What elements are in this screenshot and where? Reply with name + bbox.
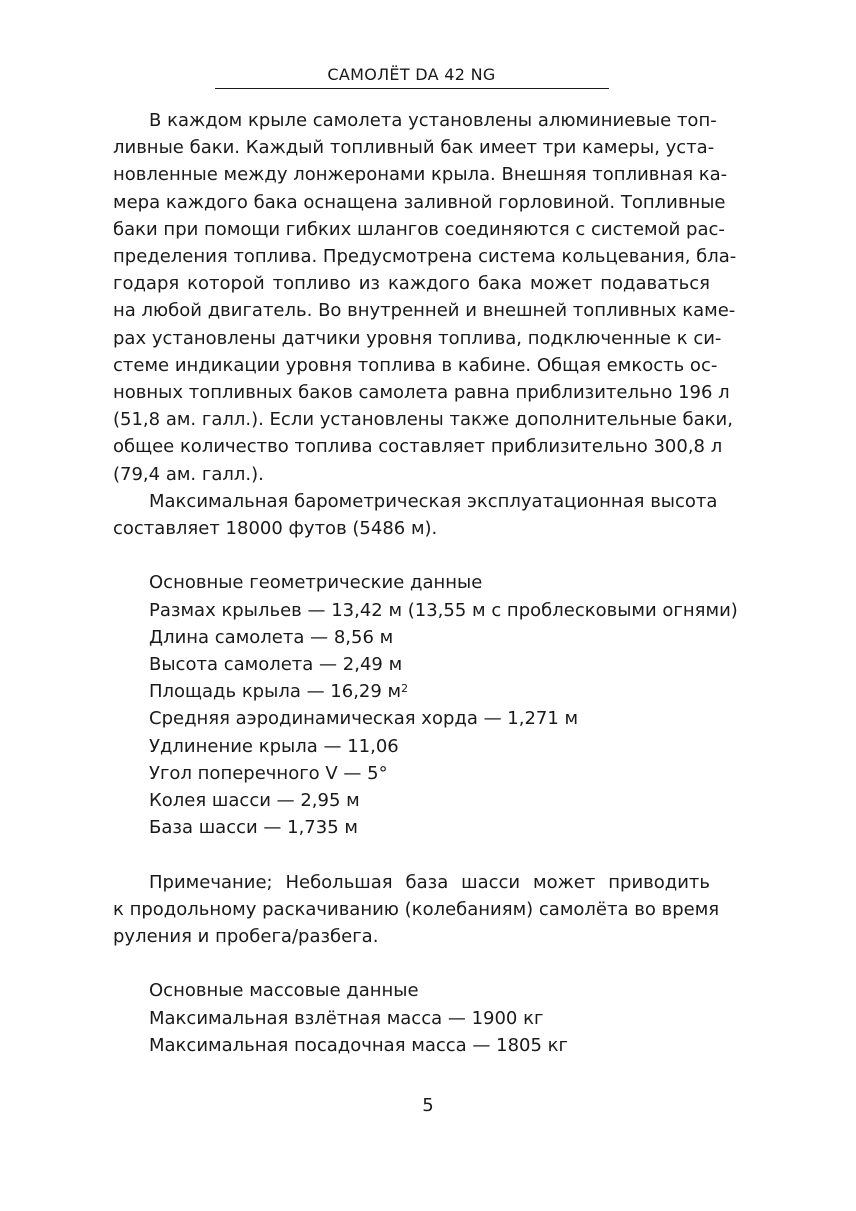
- spacer: [113, 542, 710, 569]
- page-body: [113, 107, 738, 1059]
- paragraph-line: годаря которой топливо из каждого бака может подаваться: [113, 273, 710, 295]
- paragraph-line: общее количество топлива составляет приблизительно 300,8 л: [113, 436, 723, 458]
- paragraph-line: пределения топлива. Предусмотрена система кольцевания, бла-: [113, 246, 737, 268]
- aspect-ratio-item: Удлинение крыла — 11,06: [149, 735, 399, 757]
- superscript: 2: [401, 682, 409, 696]
- paragraph-line: (79,4 ам. галл.).: [113, 463, 264, 485]
- geometry-data-list: [113, 569, 738, 841]
- wing-area-text: Площадь крыла — 16,29 м: [149, 681, 402, 703]
- wingspan-item: Размах крыльев — 13,42 м (13,55 м с проблесковыми огнями): [149, 599, 738, 621]
- track-item: Колея шасси — 2,95 м: [149, 790, 360, 812]
- paragraph-line: на любой двигатель. Во внутренней и внешней топливных каме-: [113, 300, 736, 322]
- paragraph-line: ливные баки. Каждый топливный бак имеет три камеры, уста-: [113, 137, 715, 159]
- paragraph-line: Максимальная барометрическая эксплуатационная высота: [149, 490, 718, 512]
- geometry-heading: Основные геометрические данные: [149, 572, 483, 594]
- paragraph-line: (51,8 ам. галл.). Если установлены также дополнительные баки,: [113, 409, 733, 431]
- dihedral-item: Угол поперечного V — 5°: [149, 762, 388, 784]
- spacer: [113, 950, 710, 977]
- paragraph-line: новленные между лонжеронами крыла. Внешняя топливная ка-: [113, 164, 728, 186]
- running-head: САМОЛЁТ DA 42 NG: [215, 64, 609, 89]
- mlw-item: Максимальная посадочная масса — 1805 кг: [149, 1034, 568, 1056]
- mass-heading: Основные массовые данные: [149, 980, 419, 1002]
- page-number: 5: [422, 1095, 434, 1116]
- paragraph-line: новных топливных баков самолета равна приблизительно 196 л: [113, 382, 730, 404]
- fuel-system-paragraph: [113, 107, 737, 488]
- spacer: [113, 841, 710, 868]
- mass-data-list: [113, 977, 710, 1059]
- wheelbase-item: База шасси — 1,735 м: [149, 817, 358, 839]
- length-item: Длина самолета — 8,56 м: [149, 626, 394, 648]
- wing-area-item: [113, 678, 710, 705]
- book-page: [113, 64, 738, 1059]
- paragraph-line: Примечание; Небольшая база шасси может приводить: [149, 871, 710, 893]
- paragraph-line: руления и пробега/разбега.: [113, 926, 379, 948]
- note-paragraph: [113, 869, 720, 951]
- paragraph-line: составляет 18000 футов (5486 м).: [113, 518, 438, 540]
- mtow-item: Максимальная взлётная масса — 1900 кг: [149, 1007, 544, 1029]
- altitude-paragraph: [113, 488, 718, 542]
- paragraph-line: стеме индикации уровня топлива в кабине. Общая емкость ос-: [113, 354, 718, 376]
- paragraph-line: баки при помощи гибких шлангов соединяются с системой рас-: [113, 218, 725, 240]
- paragraph-line: рах установлены датчики уровня топлива, подключенные к си-: [113, 327, 722, 349]
- paragraph-line: к продольному раскачиванию (колебаниям) самолёта во время: [113, 898, 720, 920]
- paragraph-line: В каждом крыле самолета установлены алюминиевые топ-: [149, 110, 717, 131]
- height-item: Высота самолета — 2,49 м: [149, 654, 403, 676]
- paragraph-line: мера каждого бака оснащена заливной горловиной. Топливные: [113, 191, 726, 213]
- mac-item: Средняя аэродинамическая хорда — 1,271 м: [149, 708, 579, 730]
